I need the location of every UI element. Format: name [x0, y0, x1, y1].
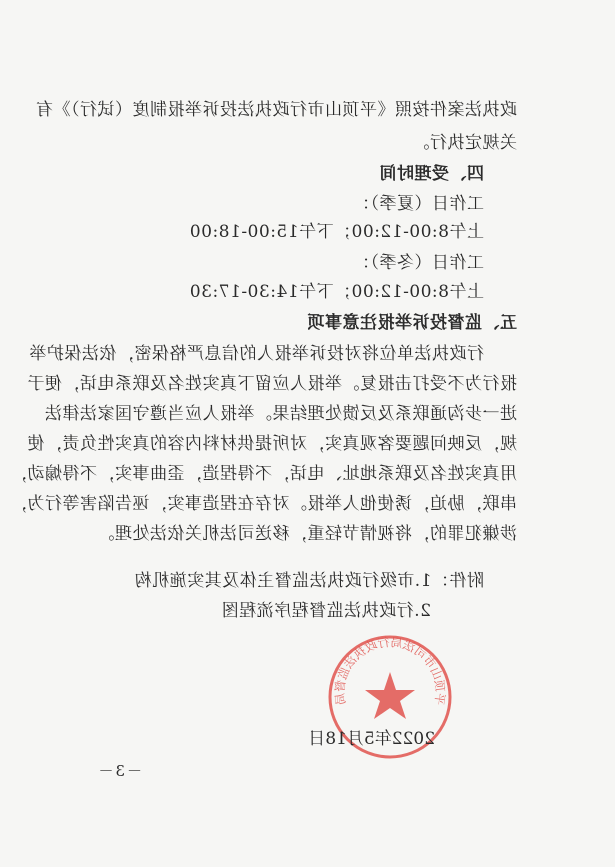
attachment-line-1: 附件：1.市级行政执法监督主体及其实施机构	[134, 571, 484, 591]
body-line-11: 用真实姓名及联系地址、电话，不得捏造，歪曲事实，不得煽动，	[9, 464, 517, 484]
body-line-13: 涉嫌犯罪的，将视情节轻重，移送司法机关依法处理。	[97, 524, 517, 544]
section-heading-5: 五、监督投诉举报注意事项	[307, 313, 517, 333]
seal-text: 平顶山市司法局行政执法监督局	[332, 635, 448, 706]
body-line-1: 政执法案件按照《平顶山市行政执法投诉举报制度（试行）》有	[35, 100, 517, 120]
body-line-8: 报行为不受打击报复。举报人应留下真实姓名及联系电话，便于	[27, 374, 517, 394]
body-line-7: 行政执法单位将对投诉举报人的信息严格保密，依法保护举	[29, 344, 484, 364]
section-heading-4: 四、受理时间	[379, 164, 484, 184]
page-number: －3－	[96, 762, 142, 780]
body-line-9: 进一步沟通联系及反馈处理结果。举报人应当遵守国家法律法	[44, 404, 517, 424]
seal-star-icon	[365, 672, 415, 719]
document-date: 2022年5月18日	[308, 729, 435, 749]
body-line-6: 上午8:00-12:00；下午14:30-17:30	[189, 282, 484, 302]
body-line-2: 关规定执行。	[412, 133, 517, 153]
body-line-12: 串联，胁迫，诱使他人举报。对存在捏造事实，诬告陷害等行为，	[9, 494, 517, 514]
body-line-4: 上午8:00-12:00；下午15:00-18:00	[189, 222, 484, 242]
body-line-3: 工作日（夏季）：	[352, 194, 484, 214]
body-line-10: 规，反映问题要客观真实，对所提供材料内容的真实性负责，使	[27, 434, 517, 454]
attachment-line-2: 2.行政执法监督程序流程图	[221, 601, 431, 621]
body-line-5: 工作日（冬季）：	[352, 253, 484, 273]
